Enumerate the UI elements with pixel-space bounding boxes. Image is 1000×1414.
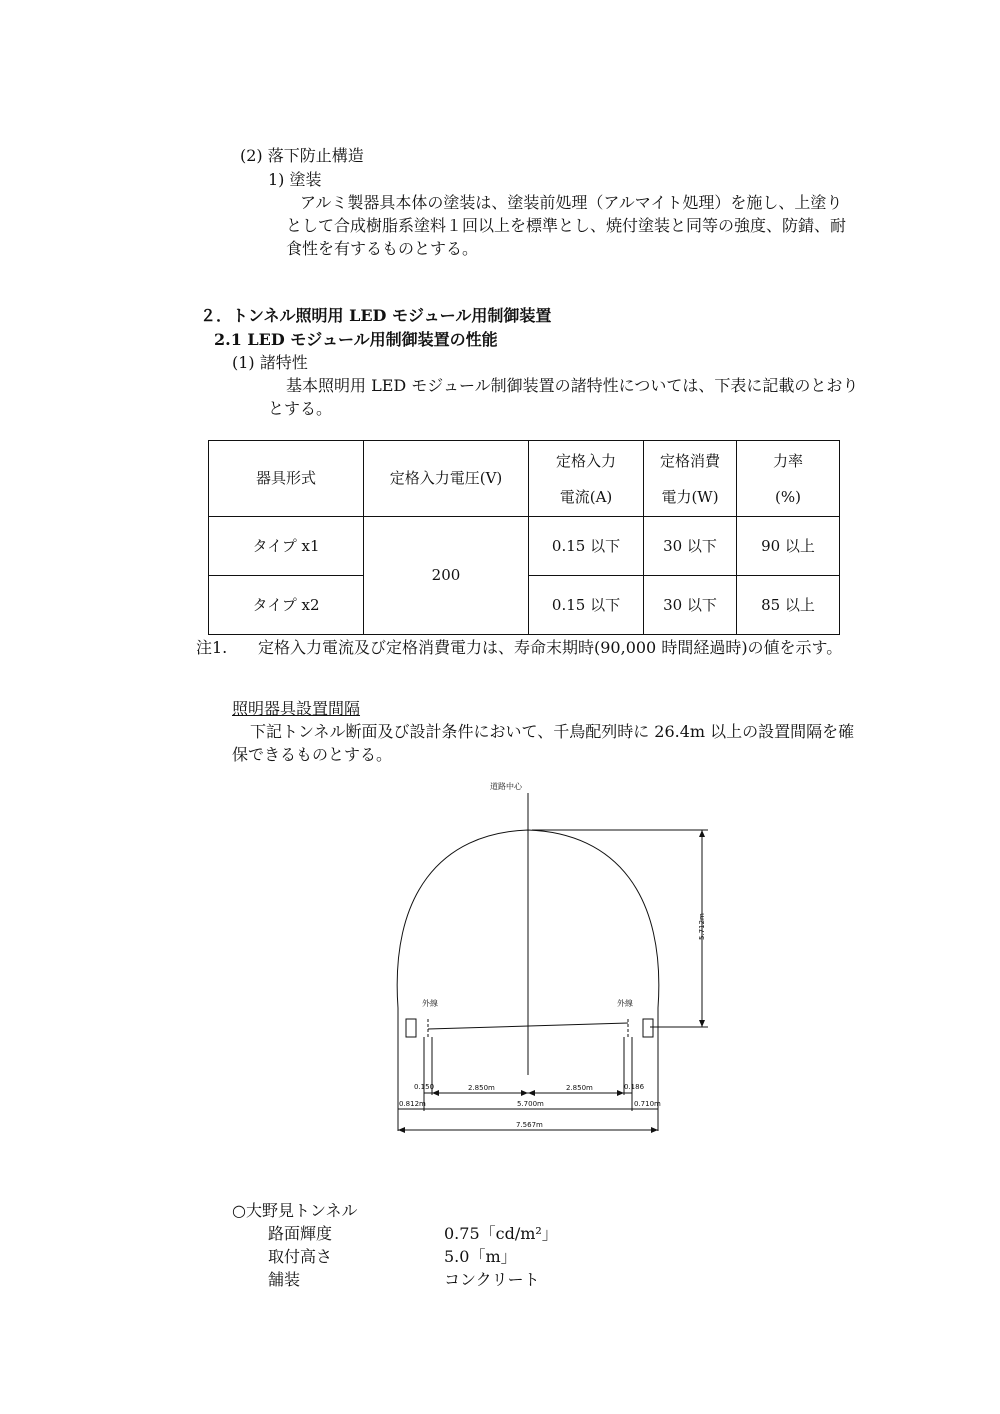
dim-total: 7.567m xyxy=(516,1121,543,1129)
characteristics-heading: (1) 諸特性 xyxy=(232,353,308,372)
table-note-label: 注1. xyxy=(196,638,228,657)
condition-value: 5.0「m」 xyxy=(444,1247,517,1266)
painting-subheading: 1) 塗装 xyxy=(268,170,322,189)
shared-voltage-cell: 200 xyxy=(364,517,529,635)
row2-power: 30 以下 xyxy=(644,576,737,635)
row2-power-factor: 85 以上 xyxy=(737,576,840,635)
fall-prevention-heading: (2) 落下防止構造 xyxy=(240,146,364,165)
header-current xyxy=(529,441,644,517)
dim-right-walk: 0.710m xyxy=(634,1100,661,1108)
dim-lane-left: 2.850m xyxy=(468,1084,495,1092)
row2-current: 0.15 以下 xyxy=(529,576,644,635)
road-center-label: 道路中心 xyxy=(490,782,522,791)
spacing-text-line2: 保できるものとする。 xyxy=(232,745,393,764)
dim-right-offset: 0.186 xyxy=(624,1083,645,1091)
characteristics-text-line2: とする。 xyxy=(268,399,333,418)
row2-type: タイプ x2 xyxy=(209,576,364,635)
table-note-text: 定格入力電流及び定格消費電力は、寿命末期時(90,000 時間経過時)の値を示す。 xyxy=(258,638,843,657)
row1-power: 30 以下 xyxy=(644,517,737,576)
control-device-heading: ２．トンネル照明用 LED モジュール用制御装置 xyxy=(200,306,552,325)
tunnel-cross-section-diagram xyxy=(380,775,720,1140)
height-label: 5.712m xyxy=(698,913,706,940)
right-outer-label: 外線 xyxy=(617,999,633,1008)
header-type: 器具形式 xyxy=(209,441,364,517)
right-curb xyxy=(643,1019,653,1037)
header-power-factor xyxy=(737,441,840,517)
header-power-line1: 定格消費 xyxy=(659,451,720,470)
condition-value: 0.75「cd/m²」 xyxy=(444,1224,558,1243)
header-power-line2: 電力(W) xyxy=(661,487,719,506)
header-current-line2: 電流(A) xyxy=(559,487,613,506)
dim-left-walk: 0.812m xyxy=(399,1100,426,1108)
spacing-title: 照明器具設置間隔 xyxy=(232,699,361,718)
row1-type: タイプ x1 xyxy=(209,517,364,576)
header-power xyxy=(644,441,737,517)
characteristics-text-line1: 基本照明用 LED モジュール制御装置の諸特性については、下表に記載のとおり xyxy=(286,376,859,395)
control-performance-subheading: 2.1 LED モジュール用制御装置の性能 xyxy=(214,330,498,349)
painting-text-line2: として合成樹脂系塗料１回以上を標準とし、焼付塗装と同等の強度、防錆、耐 xyxy=(286,216,847,235)
spec-table xyxy=(208,440,840,635)
row1-power-factor: 90 以上 xyxy=(737,517,840,576)
dim-lane-right: 2.850m xyxy=(566,1084,593,1092)
dim-road: 5.700m xyxy=(517,1100,544,1108)
header-pf-line2: (%) xyxy=(775,487,801,506)
condition-label: 路面輝度 xyxy=(268,1224,333,1243)
dim-left-offset: 0.150 xyxy=(414,1083,435,1091)
left-curb xyxy=(406,1019,416,1037)
tunnel-name: ○大野見トンネル xyxy=(232,1201,358,1220)
spacing-text-line1: 下記トンネル断面及び設計条件において、千鳥配列時に 26.4m 以上の設置間隔を確 xyxy=(250,722,855,741)
header-voltage: 定格入力電圧(V) xyxy=(364,441,529,517)
painting-text-line1: アルミ製器具本体の塗装は、塗装前処理（アルマイト処理）を施し、上塗り xyxy=(300,193,843,212)
left-outer-label: 外線 xyxy=(422,999,438,1008)
header-pf-line1: 力率 xyxy=(772,451,803,470)
painting-text-line3: 食性を有するものとする。 xyxy=(286,239,479,258)
condition-value: コンクリート xyxy=(444,1270,540,1289)
condition-label: 取付高さ xyxy=(268,1247,333,1266)
condition-label: 舗装 xyxy=(268,1270,301,1289)
table-row xyxy=(209,517,840,576)
row1-current: 0.15 以下 xyxy=(529,517,644,576)
table-header-row xyxy=(209,441,840,517)
header-current-line1: 定格入力 xyxy=(555,451,616,470)
